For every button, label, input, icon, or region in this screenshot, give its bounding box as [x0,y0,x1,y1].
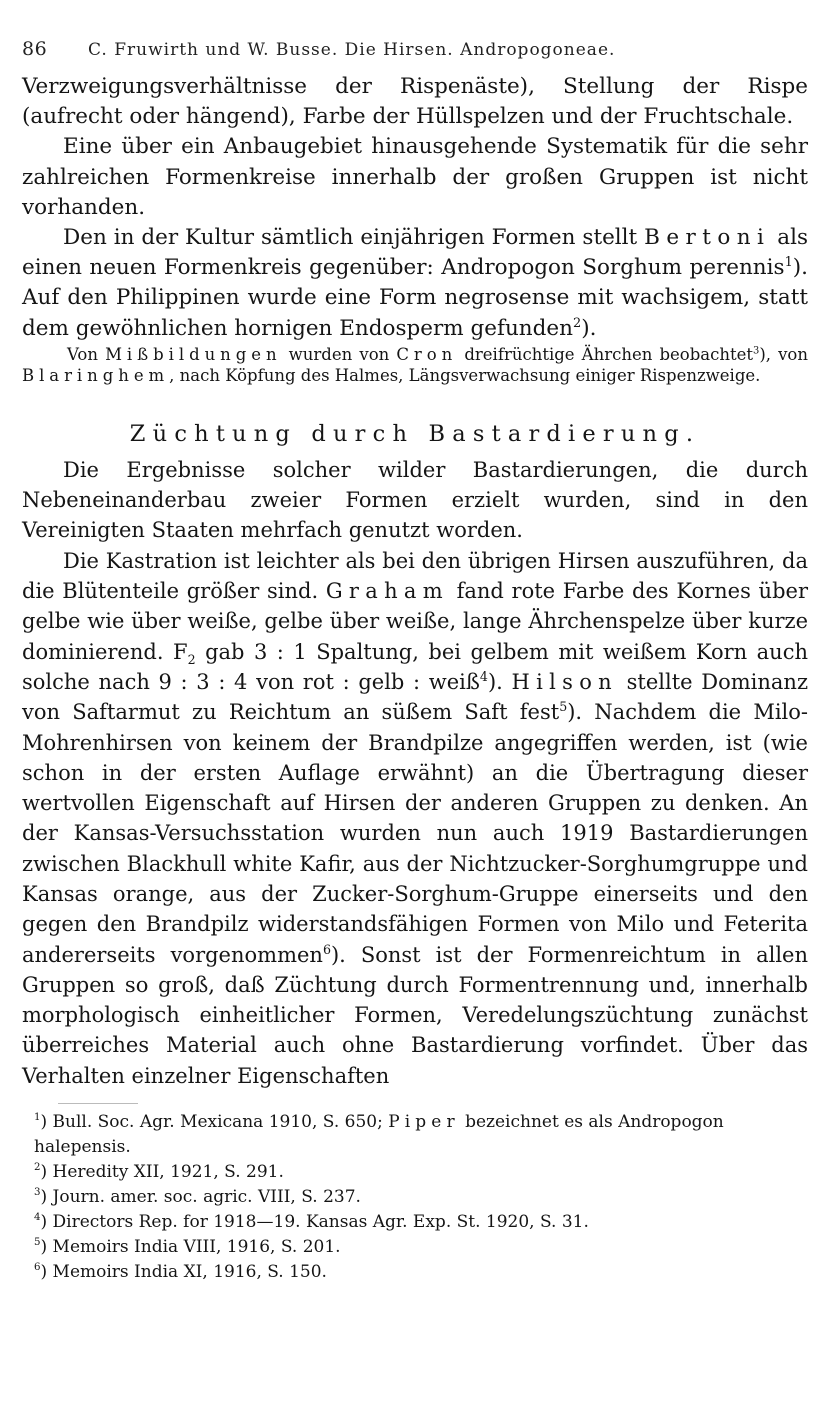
emphasized-word: Mißbildungen [105,344,282,364]
footnote: $^1$) Bull. Soc. Agr. Mexicana 1910, S. 650; Piper bezeichnet es als Andropogon halepensis. [34,1112,724,1158]
footnote: $^3$) Journ. amer. soc. agric. VIII, S. 237. [34,1187,361,1208]
text-run: Den in der Kultur sämtlich einjährigen Formen stellt [63,225,645,251]
text-run: ), von [759,344,808,364]
paragraph-ergebnisse: Die Ergebnisse solcher wilder Bastardierungen, die durch Nebeneinanderbau zweier Formen erzielt wurden, sind in den Vereinigten Staaten mehrfach genutzt worden. [22,457,808,543]
footnote: $^5$) Memoirs India VIII, 1916, S. 201. [34,1237,341,1258]
author-name: Bertoni [644,225,771,251]
text-run: Von [67,344,106,364]
footnote-ref: 6 [322,941,331,957]
footnote-ref: 5 [559,699,568,715]
author-name: Blaringhem [22,366,170,386]
footnote-text: Heredity XII, 1921, S. 291. [52,1162,284,1183]
running-header [22,38,808,72]
text-run: , nach Köpfung des Halmes, Längsverwachsung einiger Rispenzweige. [169,366,761,386]
text-run: ). Auf den Philippinen wurde eine Form negrosense mit wachsigem, statt dem gewöhnlichen hornigen Endosperm gefunden [22,255,808,341]
paragraph-missbildungen [22,344,808,387]
paragraph-kastration [22,546,808,1091]
footnote-text: Bull. Soc. Agr. Mexicana 1910, S. 650; [52,1112,389,1133]
footnote-text: Journ. amer. soc. agric. VIII, S. 237. [52,1187,361,1208]
author-name: Piper [388,1112,460,1133]
text-run: ). [487,669,512,694]
text-run: gab 3 : 1 Spaltung, bei gelbem mit weißem Korn auch solche nach 9 : 3 : 4 von rot : gelb : weiß [22,639,808,694]
footnote-text: bezeichnet es als Andropogon halepensis. [34,1112,724,1158]
running-title: C. Fruwirth und W. Busse. Die Hirsen. Andropogoneae. [88,40,616,60]
page-number: 86 [22,38,48,60]
text-run: ). Sonst ist der Formenreichtum in allen Gruppen so groß, daß Züchtung durch Formentrennung und, innerhalb morphologisch einheitlicher Formen, Veredelungszüchtung zunächst überreiches Material auch ohne Bastardierung vorfindet. Über das Verhalten einzelner Eigenschaften [22,942,808,1088]
text-run: dreifrüchtige Ährchen beobachtet [457,344,754,364]
text-run: stellte Dominanz von Saftarmut zu Reichtum an süßem Saft fest [22,669,809,725]
paragraph-bertoni [22,223,808,344]
author-name: Graham [325,579,449,604]
footnote-divider [58,1103,138,1104]
footnote-ref: 4 [479,668,488,684]
paragraph-systematik: Eine über ein Anbaugebiet hinausgehende Systematik für die sehr zahlreichen Formenkreise innerhalb der großen Gruppen ist nicht vorhanden. [22,134,808,220]
section-heading: Züchtung durch Bastardierung. [129,420,701,447]
footnote: $^6$) Memoirs India XI, 1916, S. 150. [34,1262,327,1283]
text-run: als einen neuen Formenkreis gegenüber: Andropogon Sorghum perennis [22,225,809,281]
footnote-ref: 3 [753,345,760,357]
footnote-text: Memoirs India VIII, 1916, S. 201. [52,1237,341,1258]
author-name: Hilson [511,669,618,694]
body-text-top [22,72,808,344]
paragraph-continuation: Verzweigungsverhältnisse der Rispenäste), Stellung der Rispe (aufrecht oder hängend), Farbe der Hüllspelzen und der Fruchtschale. [22,74,808,130]
footnote: $^2$) Heredity XII, 1921, S. 291. [34,1162,284,1183]
footnote: $^4$) Directors Rep. for 1918—19. Kansas Agr. Exp. St. 1920, S. 31. [34,1212,589,1233]
footnote-text: Memoirs India XI, 1916, S. 150. [52,1262,327,1283]
text-run: ). Nachdem die Milo-Mohrenhirsen von keinem der Brandpilze angegriffen werden, ist (wie schon in der ersten Auflage erwähnt) an die Übertragung dieser wertvollen Eigenschaft auf Hirsen der anderen Gruppen zu denken. An der Kansas-Versuchsstation wurden nun auch 1919 Bastardierungen zwischen Blackhull white Kafir, aus der Nichtzucker-Sorghumgruppe und Kansas orange, aus der Zucker-Sorghum-Gruppe einerseits und den gegen den Brandpilz widerstandsfähigen Formen von Milo und Feterita andererseits vorgenommen [22,700,808,967]
book-page [22,38,808,1285]
text-run: fand rote Farbe des Kornes über gelbe wie über weiße, gelbe über weiße, lange Ährchenspelze über kurze dominierend. F [22,579,808,664]
body-text-section [22,455,808,1091]
footnote-ref: 2 [572,315,582,331]
text-run: Die Kastration ist leichter als bei den übrigen Hirsen auszuführen, da die Blütenteile größer sind. [22,548,808,604]
text-run: wurden von [281,344,397,364]
text-run: ). [581,315,597,341]
author-name: Cron [396,344,458,364]
footnotes [22,1110,808,1285]
footnote-text: Directors Rep. for 1918—19. Kansas Agr. Exp. St. 1920, S. 31. [52,1212,589,1233]
footnote-ref: 1 [784,255,793,271]
subscript: 2 [187,651,196,667]
